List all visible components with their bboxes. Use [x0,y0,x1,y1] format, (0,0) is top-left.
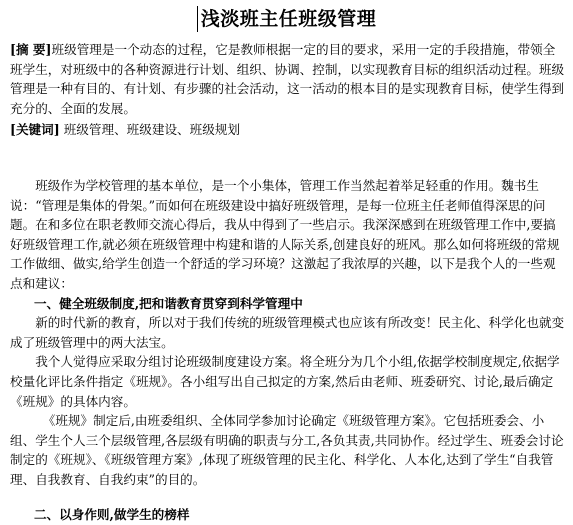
document-title: 浅淡班主任班级管理 [197,6,377,32]
section-heading-1: 一、健全班级制度,把和谐教育贯穿到科学管理中 [33,295,303,311]
abstract-section [10,40,566,118]
keywords-label: [关键词] [10,122,60,137]
section-heading-2-clipped [10,507,566,522]
paragraph-class-rules: 《班规》制定后,由班委组织、全体同学参加讨论确定《班级管理方案》。它包括班委会、小组、学生个人三个层级管理,各层级有明确的职责与分工,各负其责,共同协作。经过学生、班委会讨论制定的《班规》、《班级管理方案》,体现了班级管理的民主化、科学化、人本化,达到了学生“自我管理、自我教育、自我约束”的目的。 [10,413,564,487]
paragraph-intro: 班级作为学校管理的基本单位，是一个小集体，管理工作当然起着举足轻重的作用。魏书生说：“管理是集体的骨架。”而如何在班级建设中搞好班级管理，是每一位班主任老师值得深思的问题。在和多位在职老教师交流心得后，我从中得到了一些启示。我深深感到在班级管理工作中,要搞好班级管理工作,就必须在班级管理中构建和谐的人际关系,创建良好的班风。那么如何将班级的常规工作做细、做实,给学生创造一个舒适的学习环境？这激起了我浓厚的兴趣，以下是我个人的一些观点和建议： [10,178,560,291]
section-heading-2: 二、以身作则,做学生的榜样 [33,507,190,522]
keywords-text: 班级管理、班级建设、班级规划 [59,122,241,137]
title-container [0,6,573,32]
abstract-label: [摘 要] [10,42,52,57]
keywords-section [10,120,566,140]
body-section [10,176,566,490]
paragraph-democratic: 新的时代新的教育，所以对于我们传统的班级管理模式也应该有所改变！民主化、科学化也就变成了班级管理中的两大法宝。 [10,315,565,350]
paragraph-group-discussion: 我个人觉得应采取分组讨论班级制度建设方案。将全班分为几个小组,依据学校制度规定,依据学校量化评比条件指定《班规》。各小组写出自己拟定的方案,然后由老师、班委研究、讨论,最后确定《班规》的具体内容。 [10,354,560,409]
abstract-text: 班级管理是一个动态的过程，它是教师根据一定的目的要求，采用一定的手段措施，带领全班学生，对班级中的各种资源进行计划、组织、协调、控制，以实现教育目标的组织活动过程。班级管理是一种有目的、有计划、有步骤的社会活动，这一活动的根本目的是实现教育目标，使学生得到充分的、全面的发展。 [10,42,565,116]
